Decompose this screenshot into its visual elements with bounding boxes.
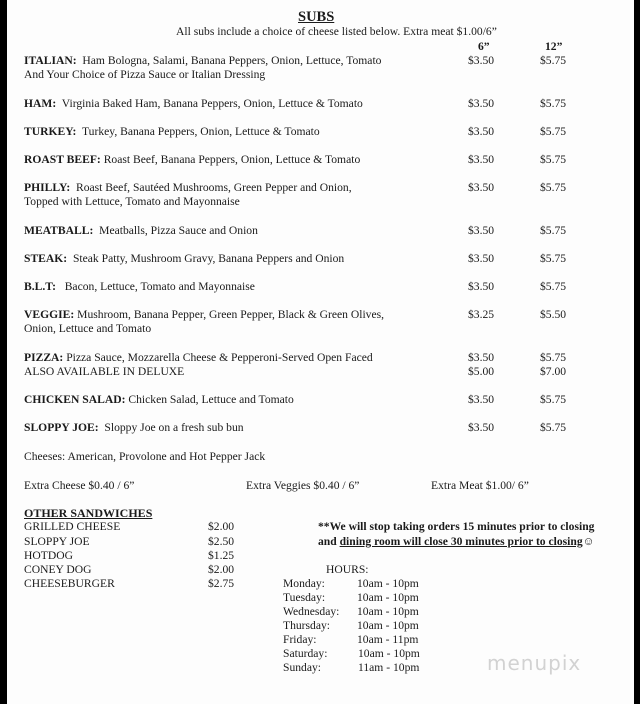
hours-day: Friday: [283,633,317,646]
price-12: $5.75 [540,280,567,293]
hours-day: Wednesday: [283,605,340,618]
hours-day: Monday: [283,577,325,590]
price-6: $3.50 [468,224,495,237]
list-item: B.L.T: Bacon, Lettuce, Tomato and Mayonnaise [24,280,255,293]
list-item: VEGGIE: Mushroom, Banana Pepper, Green Pepper, Black & Green Olives, [24,308,385,321]
smiley-icon: ☺ [582,535,595,548]
extra-cheese: Extra Cheese $0.40 / 6” [24,479,135,492]
price-12: $5.75 [540,393,567,406]
price-6: $3.50 [468,351,495,364]
price-12: $5.75 [540,421,567,434]
list-item: HAM: Virginia Baked Ham, Banana Peppers, Onion, Lettuce & Tomato [24,97,363,110]
list-item-name: SLOPPY JOE [24,535,90,548]
price-6: $3.50 [468,280,495,293]
cheeses-note: Cheeses: American, Provolone and Hot Pepper Jack [24,450,266,463]
subs-subtitle: All subs include a choice of cheese listed below. Extra meat $1.00/6” [176,25,497,38]
list-item: MEATBALL: Meatballs, Pizza Sauce and Onion [24,224,258,237]
price-12: $5.75 [540,351,567,364]
list-item: ITALIAN: Ham Bologna, Salami, Banana Peppers, Onion, Lettuce, Tomato [24,54,382,67]
hours-time: 10am - 10pm [357,591,419,604]
price-6: $3.50 [468,125,495,138]
price-12: $5.75 [540,181,567,194]
list-item-name: CONEY DOG [24,563,92,576]
price-12: $5.75 [540,125,567,138]
hours-time: 10am - 11pm [357,633,419,646]
hours-time: 10am - 10pm [357,577,419,590]
list-item: PHILLY: Roast Beef, Sautéed Mushrooms, Green Pepper and Onion, [24,181,352,194]
menu-page [7,0,634,704]
list-item-price: $2.00 [208,520,235,533]
list-item-price: $2.00 [208,563,235,576]
closing-notice-line2: and dining room will close 30 minutes prior to closing☺ [318,535,595,548]
watermark-logo: menupix [487,651,582,675]
extra-veggies: Extra Veggies $0.40 / 6” [246,479,360,492]
list-item: SLOPPY JOE: Sloppy Joe on a fresh sub bun [24,421,244,434]
list-item-name: GRILLED CHEESE [24,520,121,533]
deluxe-price-6: $5.00 [468,365,495,378]
hours-day: Sunday: [283,661,322,674]
price-6: $3.50 [468,181,495,194]
hours-day: Thursday: [283,619,331,632]
hours-day: Saturday: [283,647,328,660]
closing-notice-line1: **We will stop taking orders 15 minutes prior to closing [318,520,595,533]
hours-time: 10am - 10pm [357,619,419,632]
list-item: PIZZA: Pizza Sauce, Mozzarella Cheese & Pepperoni-Served Open Faced [24,351,373,364]
price-6: $3.50 [468,54,495,67]
hours-day: Tuesday: [283,591,326,604]
size-header-12: 12” [545,40,563,53]
item-desc-cont: And Your Choice of Pizza Sauce or Italian Dressing [24,68,266,81]
hours-title: HOURS: [326,563,369,576]
deluxe-label: ALSO AVAILABLE IN DELUXE [24,365,185,378]
list-item-name: HOTDOG [24,549,73,562]
list-item: STEAK: Steak Patty, Mushroom Gravy, Banana Peppers and Onion [24,252,345,265]
extra-meat: Extra Meat $1.00/ 6” [431,479,529,492]
list-item: CHICKEN SALAD: Chicken Salad, Lettuce and Tomato [24,393,294,406]
price-12: $5.50 [540,308,567,321]
price-6: $3.50 [468,421,495,434]
price-6: $3.25 [468,308,495,321]
list-item: ROAST BEEF: Roast Beef, Banana Peppers, Onion, Lettuce & Tomato [24,153,361,166]
price-6: $3.50 [468,97,495,110]
price-6: $3.50 [468,252,495,265]
list-item-name: CHEESEBURGER [24,577,115,590]
price-12: $5.75 [540,97,567,110]
hours-time: 11am - 10pm [358,661,420,674]
hours-time: 10am - 10pm [358,647,420,660]
list-item-price: $2.50 [208,535,235,548]
size-header-6: 6” [478,40,490,53]
item-desc-cont: Topped with Lettuce, Tomato and Mayonnaise [24,195,240,208]
subs-title: SUBS [298,9,335,25]
list-item-price: $2.75 [208,577,235,590]
deluxe-price-12: $7.00 [540,365,567,378]
price-12: $5.75 [540,54,567,67]
price-6: $3.50 [468,153,495,166]
hours-time: 10am - 10pm [357,605,419,618]
price-12: $5.75 [540,252,567,265]
other-sandwiches-title: OTHER SANDWICHES [24,506,153,520]
price-12: $5.75 [540,153,567,166]
price-6: $3.50 [468,393,495,406]
list-item-price: $1.25 [208,549,235,562]
list-item: TURKEY: Turkey, Banana Peppers, Onion, Lettuce & Tomato [24,125,320,138]
price-12: $5.75 [540,224,567,237]
item-desc-cont: Onion, Lettuce and Tomato [24,322,152,335]
